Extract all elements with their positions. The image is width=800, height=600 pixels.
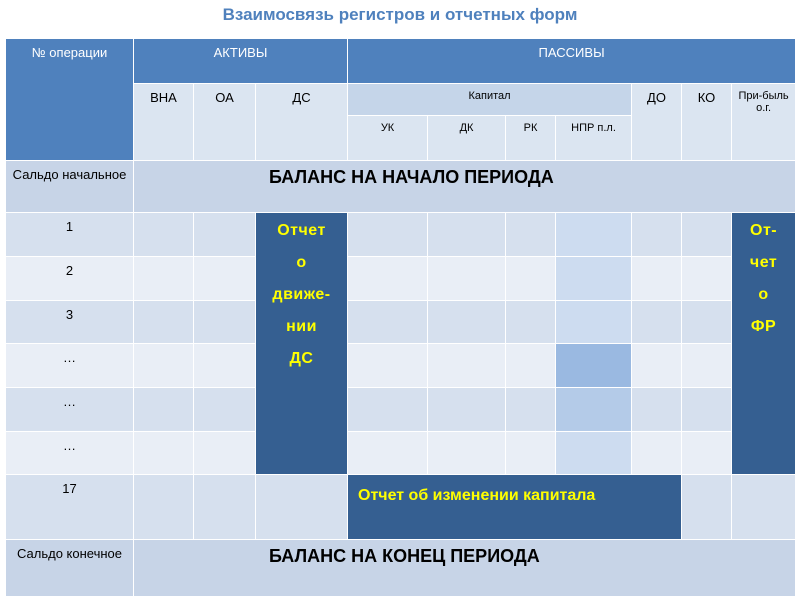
header-npr: НПР п.л. xyxy=(556,116,632,161)
page-title: Взаимосвязь регистров и отчетных форм xyxy=(222,5,578,24)
registers-table xyxy=(5,38,796,597)
cash-flow-report: Отчет о движе- нии ДС xyxy=(256,213,348,475)
header-assets: АКТИВЫ xyxy=(134,39,348,84)
balance-start: БАЛАНС НА НАЧАЛО ПЕРИОДА xyxy=(134,160,796,213)
fin-results-report: От- чет о ФР xyxy=(732,213,796,475)
balance-end: БАЛАНС НА КОНЕЦ ПЕРИОДА xyxy=(134,540,796,597)
header-dk: ДК xyxy=(428,116,506,161)
header-uk: УК xyxy=(348,116,428,161)
header-liabilities: ПАССИВЫ xyxy=(348,39,796,84)
header-rk: РК xyxy=(506,116,556,161)
saldo-start-label: Сальдо начальное xyxy=(6,160,134,213)
op-row-number: … xyxy=(6,344,134,388)
saldo-end-label: Сальдо конечное xyxy=(6,540,134,597)
op-row-number: 2 xyxy=(6,257,134,301)
header-op-no: № операции xyxy=(6,39,134,161)
header-capital: Капитал xyxy=(348,83,632,115)
op-row-number: 17 xyxy=(6,475,134,540)
header-profit: При-быль о.г. xyxy=(732,83,796,160)
equity-change-report: Отчет об изменении капитала xyxy=(348,475,682,540)
op-row-number: 3 xyxy=(6,300,134,344)
header-do: ДО xyxy=(632,83,682,160)
op-row-number: … xyxy=(6,387,134,431)
header-oa: ОА xyxy=(194,83,256,160)
op-row-number: 1 xyxy=(6,213,134,257)
op-row-number: … xyxy=(6,431,134,475)
header-vna: ВНА xyxy=(134,83,194,160)
header-ko: КО xyxy=(682,83,732,160)
header-ds: ДС xyxy=(256,83,348,160)
